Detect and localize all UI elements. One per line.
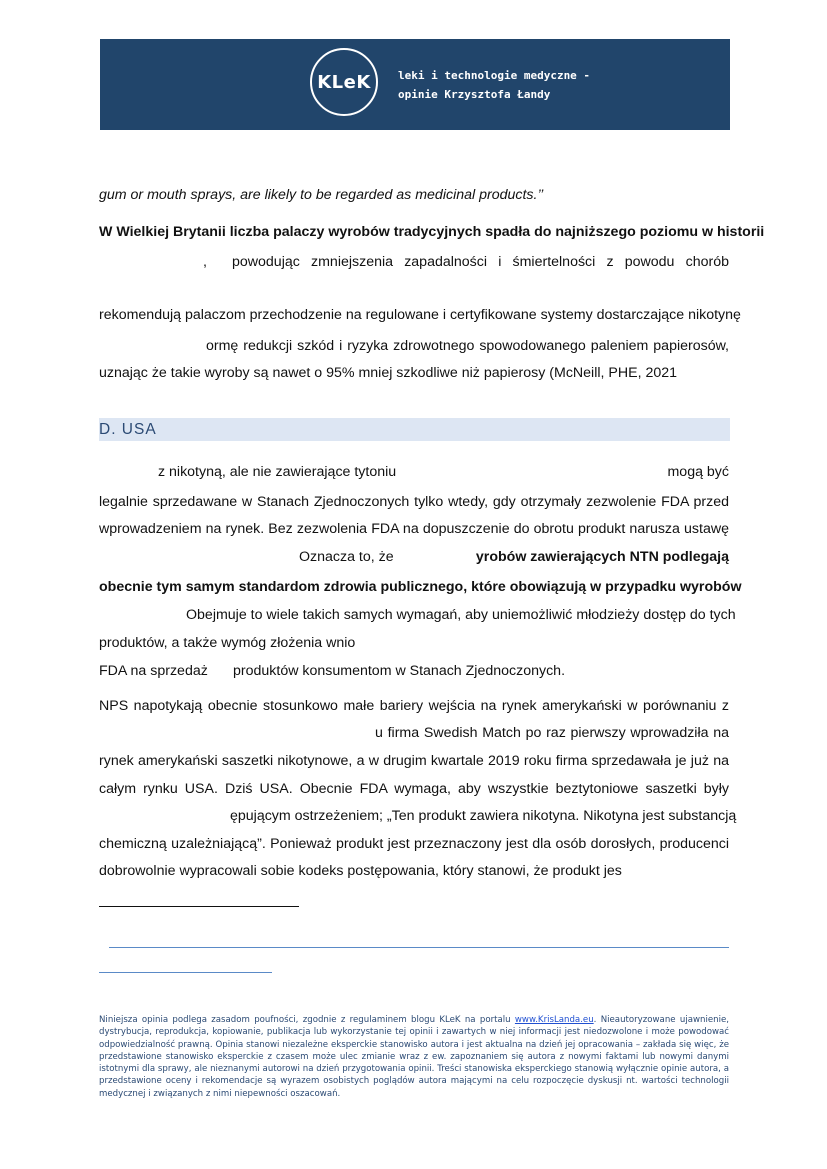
paragraph-line: NPS napotykają obecnie stosunkowo małe bariery wejścia na rynek amerykański w porównaniu z xyxy=(99,698,729,714)
section-title: D. USA xyxy=(99,421,157,438)
footer-text: Niniejsza opinia podlega zasadom poufności, zgodnie z regulaminem blogu KLeK na portalu xyxy=(99,1015,515,1025)
header-tagline xyxy=(398,66,590,104)
text-fragment: powodując zmniejszenia zapadalności i śmiertelności z powodu chorób xyxy=(232,254,729,270)
tagline-line-1: leki i technologie medyczne - xyxy=(398,69,591,82)
paragraph-line: legalnie sprzedawane w Stanach Zjednoczonych tylko wtedy, gdy otrzymały zezwolenie FDA przed xyxy=(99,494,729,510)
klek-logo xyxy=(310,48,378,116)
text-fragment: produktów konsumentom w Stanach Zjednoczonych. xyxy=(233,663,566,679)
footnote-separator xyxy=(99,906,299,907)
text-fragment: Oznacza to, że xyxy=(299,549,394,565)
header-banner xyxy=(100,39,730,130)
paragraph-line: wprowadzeniem na rynek. Bez zezwolenia FDA na dopuszczenie do obrotu produkt narusza ustawę xyxy=(99,521,729,537)
text-fragment: FDA na sprzedaż xyxy=(99,663,208,679)
paragraph-line: obecnie tym samym standardom zdrowia publicznego, które obowiązują w przypadku wyrobów xyxy=(99,579,742,595)
paragraph-line: u firma Swedish Match po raz pierwszy wprowadziła na xyxy=(375,725,729,741)
logo-text: KLeK xyxy=(317,71,371,93)
text-fragment: mogą być xyxy=(667,464,729,480)
paragraph-line: produktów, a także wymóg złożenia wnio xyxy=(99,635,356,651)
paragraph-line: ormę redukcji szkód i ryzyka zdrowotnego spowodowanego paleniem papierosów, xyxy=(206,338,729,354)
footer-text: . Nieautoryzowane ujawnienie, dystrybucja, reprodukcja, kopiowanie, publikacja lub wykorzystanie tej opinii i zawartych w niej informacji jest niedozwolone i może powodować odpowiedzialność prawną. Opinia stanowi niezależne eksperckie stanowisko autora i jest aktualna na dzień jej opracowania – zakłada się więc, że przedstawione stanowisko eksperckie z czasem może ulec zmianie wraz z ew. zapoznaniem się autora z nowymi faktami lub nowymi danymi istotnymi dla sprawy, ale nieznanymi autorowi na dzień przygotowania opinii. Treści stanowiska eksperckiego stanowią wyłącznie opinie autora, a przedstawione oceny i rekomendacje są wyrazem osobistych poglądów autora mającymi na celu rozpoczęcie dyskusji nt. wartości technologii medycznej i związanych z nimi niepewności oszacowań. xyxy=(99,1015,729,1099)
quote-line: gum or mouth sprays, are likely to be regarded as medicinal products.’’ xyxy=(99,187,544,203)
portal-link[interactable]: www.KrisLanda.eu xyxy=(514,1015,594,1025)
footer-disclaimer xyxy=(99,1014,729,1100)
text-fragment: , xyxy=(203,254,207,270)
paragraph-line: W Wielkiej Brytanii liczba palaczy wyrobów tradycyjnych spadła do najniższego poziomu w historii xyxy=(99,224,765,240)
paragraph-line: rynek amerykański saszetki nikotynowe, a w drugim kwartale 2019 roku firma sprzedawała je już na xyxy=(99,753,729,769)
section-heading-bar xyxy=(99,418,730,441)
paragraph-line: ępującym ostrzeżeniem; „Ten produkt zawiera nikotyna. Nikotyna jest substancją xyxy=(230,808,737,824)
footnote-link-underline xyxy=(99,972,272,973)
text-fragment: yrobów zawierających NTN podlegają xyxy=(475,549,729,565)
paragraph-line: całym rynku USA. Dziś USA. Obecnie FDA wymaga, aby wszystkie beztytoniowe saszetki były xyxy=(99,781,729,797)
paragraph-line: rekomendują palaczom przechodzenie na regulowane i certyfikowane systemy dostarczające nikotynę xyxy=(99,307,741,323)
paragraph-line: dobrowolnie wypracowali sobie kodeks postępowania, który stanowi, że produkt jes xyxy=(99,863,622,879)
paragraph-line: chemiczną uzależniającą”. Ponieważ produkt jest przeznaczony jest dla osób dorosłych, producenci xyxy=(99,836,729,852)
paragraph-line: uznając że takie wyroby są nawet o 95% mniej szkodliwe niż papierosy (McNeill, PHE, 2021 xyxy=(99,365,678,381)
tagline-line-2: opinie Krzysztofa Łandy xyxy=(398,88,551,101)
footnote-rule xyxy=(109,947,729,948)
text-fragment: z nikotyną, ale nie zawierające tytoniu xyxy=(158,464,397,480)
paragraph-line: Obejmuje to wiele takich samych wymagań, aby uniemożliwić młodzieży dostęp do tych xyxy=(186,607,736,623)
